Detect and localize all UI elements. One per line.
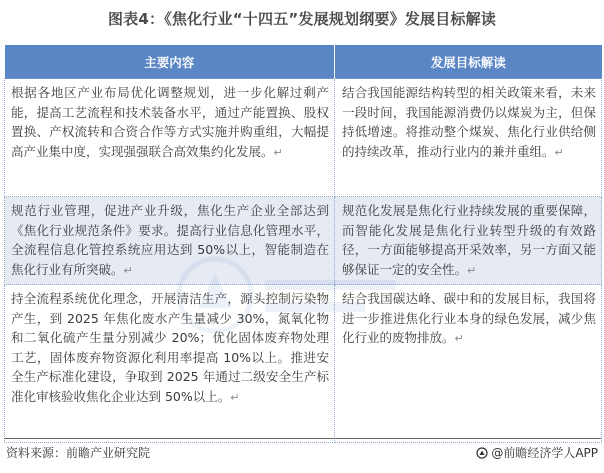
goals-table (4, 45, 602, 443)
cell-interpretation: 规范化发展是焦化行业持续发展的重要保障，而智能化发展是焦化行业转型升级的有效路径，一方面能够提高开采效率，另一方面又能够保证一定的安全性。↵ (335, 197, 602, 285)
table-row (5, 197, 602, 285)
cell-content: 规范行业管理，促进产业升级，焦化生产企业全部达到《焦化行业规范条件》要求。提高行业信息化管理水平，全流程信息化管控系统应用达到 50%以上，智能制造在焦化行业有所突破。↵ (5, 197, 335, 285)
table-header-row (5, 45, 602, 79)
footer-divider (4, 438, 601, 439)
paragraph-mark: ↵ (230, 390, 240, 404)
app-logo-icon (476, 447, 488, 459)
paragraph-mark: ↵ (273, 145, 283, 159)
column-header-content: 主要内容 (5, 45, 335, 79)
table-row (5, 79, 602, 197)
cell-interpretation: 结合我国碳达峰、碳中和的发展目标，我国将进一步推进焦化行业本身的绿色发展，减少焦化行业的废物排放。↵ (335, 285, 602, 443)
paragraph-mark: ↵ (123, 263, 133, 277)
credit (476, 444, 598, 461)
paragraph-mark: ↵ (467, 263, 477, 277)
credit-text: @前瞻经济学人APP (491, 446, 598, 460)
paragraph-mark: ↵ (554, 145, 564, 159)
table-row (5, 285, 602, 443)
source-note: 资料来源：前瞻产业研究院 (6, 446, 151, 460)
page-title: 图表4：《焦化行业“十四五”发展规划纲要》发展目标解读 (107, 10, 497, 28)
paragraph-mark: ↵ (454, 332, 464, 345)
column-header-interpretation: 发展目标解读 (335, 45, 602, 79)
cell-content: 根据各地区产业布局优化调整规划，进一步化解过剩产能，提高工艺流程和技术装备水平，通过产能置换、股权置换、产权流转和合资合作等方式实施并购重组，大幅提高产业集中度，实现强强联合高效集约化发展。↵ (5, 79, 335, 197)
cell-interpretation: 结合我国能源结构转型的相关政策来看，未来一段时间，我国能源消费仍以煤炭为主，但保持低增速。将推动整个煤炭、焦化行业供给侧的持续改革，推动行业内的兼并重组。↵ (335, 79, 602, 197)
cell-content: 持全流程系统优化理念，开展清洁生产，源头控制污染物产生，到 2025 年焦化废水产生量减少 30%，氮氧化物和二氧化硫产生量分别减少 20%；优化固体废弃物处理工艺，固体废弃物资源化利用率提高 10%以上。推进安全生产标准化建设，争取到 2025 年通过二级安全生产标准化审核验收焦化企业达到 50%以上。↵ (5, 285, 335, 443)
